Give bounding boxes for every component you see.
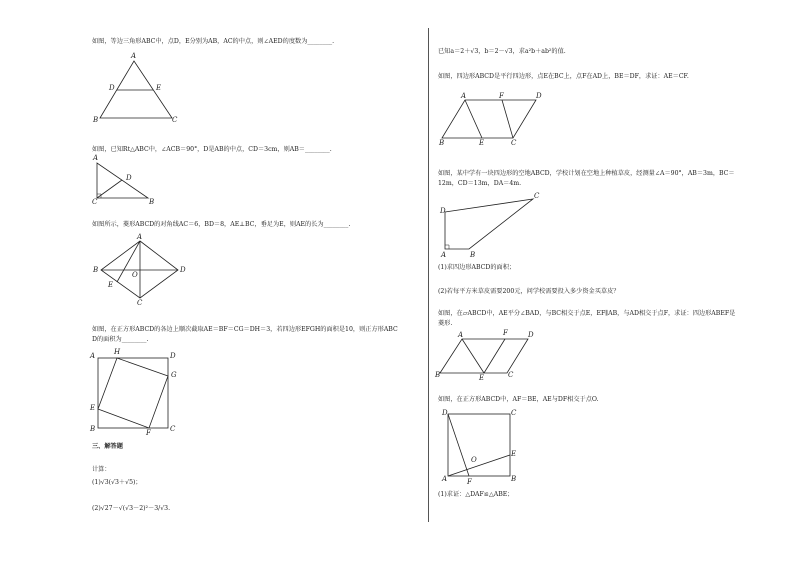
calc-item-2: (2)√27－√(√3－2)²－3/√3. — [92, 505, 171, 512]
q1-text: 如图，等边三角形ABC中，点D，E分别为AB，AC的中点，则∠AED的度数为________. — [92, 38, 335, 45]
q6-label-a: A — [461, 92, 467, 100]
calc-title: 计算： — [92, 466, 111, 473]
q6-label-c: C — [511, 139, 517, 147]
q4-text-line1: 如图，在正方形ABCD的各边上顺次截取AE＝BF＝CG＝DH＝3，若四边形EFGH的面积是10，则正方形ABC — [92, 326, 398, 333]
q3-label-b: B — [93, 266, 99, 274]
q9-label-a: A — [442, 475, 448, 483]
q9-sub1: (1)求证：△DAF≌△ABE； — [438, 491, 514, 498]
q1-label-b: B — [93, 116, 99, 124]
q8-label-e: E — [479, 374, 485, 382]
q3-label-c: C — [137, 299, 143, 307]
q2-label-c: C — [92, 198, 98, 206]
q6-label-f: F — [499, 92, 504, 100]
q7-label-a: A — [441, 251, 447, 259]
q4-label-d: D — [170, 352, 176, 360]
q3-label-d: D — [180, 266, 186, 274]
q3-label-o: O — [132, 271, 138, 279]
q3-label-e: E — [108, 281, 114, 289]
q8-text-line2: 菱形. — [438, 320, 453, 327]
q4-label-e: E — [90, 404, 96, 412]
q3-text: 如图所示，菱形ABCD的对角线AC＝6，BD＝8，AE⊥BC，垂足为E，则AE的长为________. — [92, 221, 351, 228]
q8-text-line1: 如图，在▱ABCD中，AE平分∠BAD，与BC相交于点E，EF∥AB，与AD相交于点F，求证：四边形ABEF是 — [438, 310, 736, 317]
q9-text: 如图，在正方形ABCD中，AF＝BE，AE与DF相交于点O. — [438, 396, 599, 403]
q8-label-a: A — [458, 331, 464, 339]
q7-label-b: B — [470, 251, 476, 259]
calc-item-1: (1)√3(√3＋√5)； — [92, 479, 142, 486]
q9-label-f: F — [467, 478, 472, 486]
q6-text: 如图，四边形ABCD是平行四边形，点E在BC上，点F在AD上，BE＝DF，求证：AE＝CF. — [438, 73, 689, 80]
q8-label-c: C — [508, 371, 514, 379]
q7-text-line2: 12m，CD＝13m，DA＝4m. — [438, 180, 522, 187]
q8-label-d: D — [528, 331, 534, 339]
q8-label-f: F — [503, 329, 508, 337]
q7-label-c: C — [534, 192, 540, 200]
q8-label-b: B — [435, 371, 441, 379]
q6-label-b: B — [439, 139, 445, 147]
q6-label-e: E — [479, 139, 485, 147]
q1-label-a: A — [131, 52, 137, 60]
q6-label-d: D — [536, 92, 542, 100]
q9-label-o: O — [471, 456, 477, 464]
q4-label-a: A — [90, 352, 96, 360]
q7-text-line1: 如图，某中学有一块四边形的空地ABCD，学校计划在空地上种植草皮，经测量∠A＝90°，AB＝3m，BC＝ — [438, 170, 735, 177]
q4-label-f: F — [146, 429, 151, 437]
q7-sub2: (2)若每平方米草皮需要200元，问学校需要投入多少资金买草皮？ — [438, 288, 620, 295]
q4-label-g: G — [171, 371, 177, 379]
q7-label-d: D — [440, 207, 446, 215]
q9-label-d: D — [442, 409, 448, 417]
q2-text: 如图，已知Rt△ABC中，∠ACB＝90°，D是AB的中点，CD＝3cm，则AB＝________. — [92, 146, 332, 153]
q9-label-e: E — [511, 450, 517, 458]
q3-label-a: A — [137, 233, 143, 241]
q4-label-b: B — [90, 425, 96, 433]
q1-label-e: E — [156, 84, 162, 92]
q9-label-c: C — [511, 409, 517, 417]
q5-text: 已知a＝2＋√3，b＝2－√3，求a²b＋ab²的值. — [438, 48, 566, 55]
q4-label-c: C — [170, 425, 176, 433]
q4-label-h: H — [114, 348, 121, 356]
q7-sub1: (1)求四边形ABCD的面积； — [438, 264, 516, 271]
q1-label-d: D — [109, 84, 115, 92]
q1-label-c: C — [172, 116, 178, 124]
q9-label-b: B — [511, 475, 517, 483]
section-title: 三、解答题 — [92, 443, 123, 450]
q4-text-line2: D的面积为________. — [92, 336, 149, 343]
q2-label-a: A — [93, 154, 99, 162]
q2-label-b: B — [149, 198, 155, 206]
q2-label-d: D — [126, 174, 132, 182]
